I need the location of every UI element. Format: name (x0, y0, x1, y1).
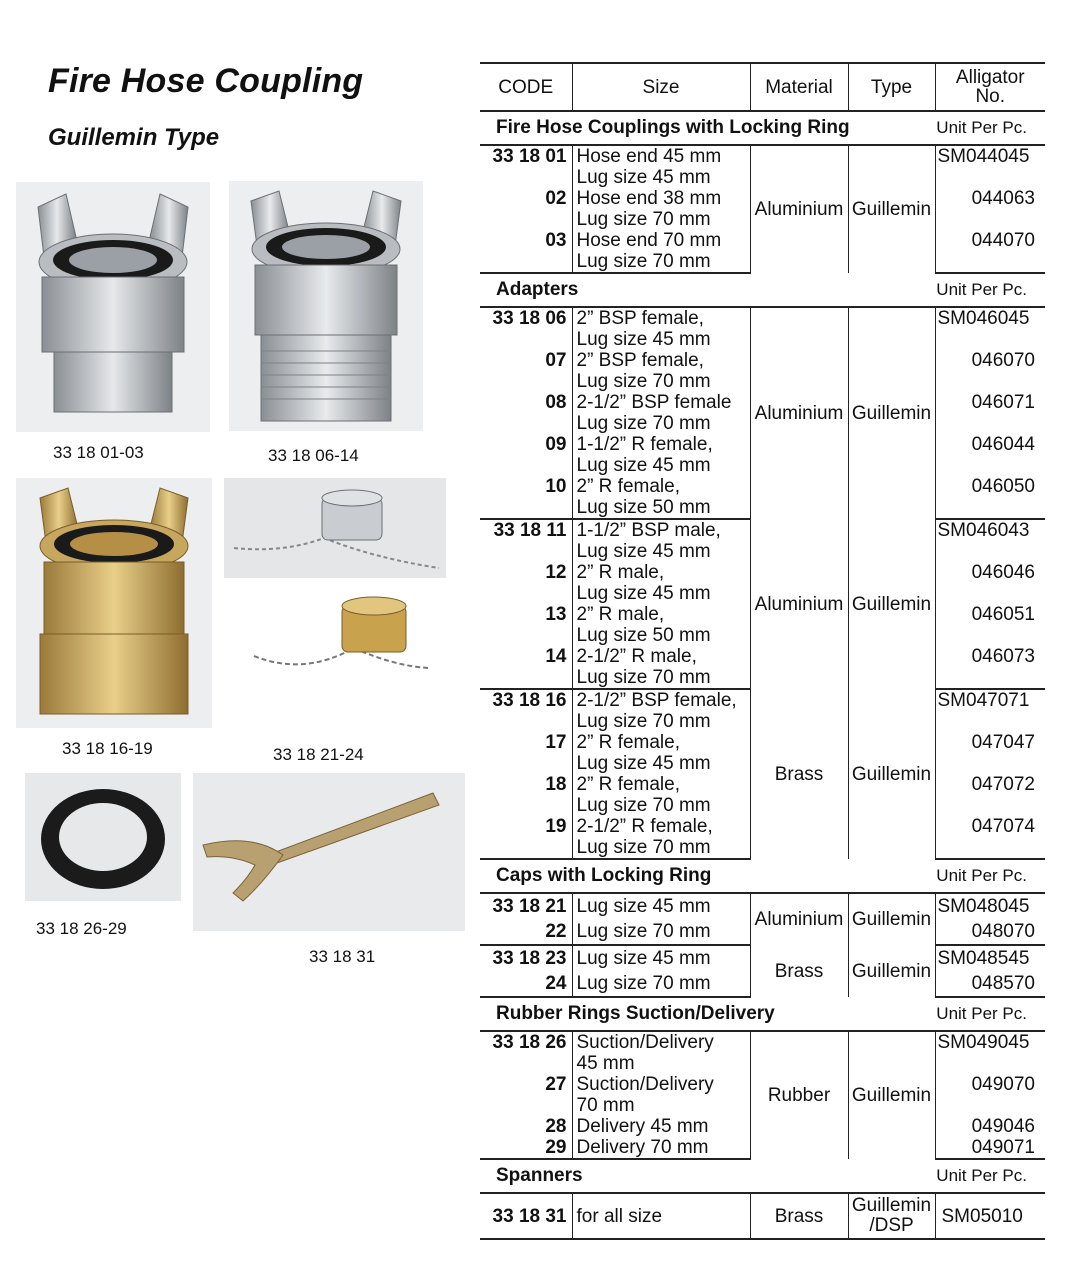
alligator-cell (935, 795, 1045, 816)
section-header (480, 1159, 1045, 1193)
table-row (480, 1193, 1045, 1239)
size-cell: Hose end 38 mm (572, 188, 750, 209)
code-cell (480, 413, 572, 434)
photo-caption: 33 18 01-03 (53, 443, 144, 462)
code-cell (480, 1053, 572, 1074)
product-group (480, 945, 1045, 997)
material-cell: Aluminium (750, 519, 848, 689)
alligator-cell (935, 1053, 1045, 1074)
code-cell (480, 753, 572, 774)
alligator-cell: 046046 (971, 562, 1035, 583)
size-cell: 45 mm (572, 1053, 750, 1074)
size-cell: for all size (572, 1193, 750, 1239)
size-cell: Lug size 70 mm (572, 251, 750, 273)
alligator-cell (935, 1095, 1045, 1116)
table-row (480, 1031, 1045, 1053)
alligator-cell: 047074 (971, 816, 1035, 837)
table-row (480, 945, 1045, 971)
product-group (480, 519, 1045, 689)
size-cell: Lug size 70 mm (572, 971, 750, 997)
product-photo-spanner (193, 773, 465, 931)
size-cell: 2-1/2” BSP female (572, 392, 750, 413)
alligator-cell (935, 413, 1045, 434)
code-cell (480, 541, 572, 562)
alligator-cell: SM044045 (937, 146, 1030, 167)
code-cell (480, 625, 572, 646)
code-cell: 33 18 21 (480, 893, 572, 919)
code-cell: 17 (480, 732, 572, 753)
size-cell: Delivery 45 mm (572, 1116, 750, 1137)
size-cell: Delivery 70 mm (572, 1137, 750, 1159)
code-cell: 14 (480, 646, 572, 667)
size-cell: Lug size 70 mm (572, 209, 750, 230)
column-header-material: Material (750, 63, 848, 111)
code-cell (480, 371, 572, 392)
size-cell: Lug size 70 mm (572, 711, 750, 732)
alligator-cell (935, 497, 1045, 519)
size-cell: 2” R female, (572, 476, 750, 497)
size-cell: 2” BSP female, (572, 350, 750, 371)
column-header-code: CODE (480, 63, 572, 111)
size-cell: Lug size 45 mm (572, 945, 750, 971)
photo-caption: 33 18 21-24 (273, 745, 364, 764)
unit-label: Unit Per Pc. (935, 997, 1045, 1031)
product-group (480, 145, 1045, 273)
size-cell: Hose end 70 mm (572, 230, 750, 251)
code-cell: 33 18 31 (480, 1193, 572, 1239)
code-cell: 02 (480, 188, 572, 209)
section-header (480, 859, 1045, 893)
code-cell (480, 329, 572, 350)
section-title: Rubber Rings Suction/Delivery (480, 997, 935, 1031)
size-cell: 2” R male, (572, 562, 750, 583)
code-cell: 33 18 23 (480, 945, 572, 971)
size-cell: Lug size 50 mm (572, 625, 750, 646)
alligator-cell: 049046 (971, 1116, 1035, 1137)
size-cell: 2-1/2” R female, (572, 816, 750, 837)
table-row (480, 893, 1045, 919)
material-cell: Rubber (750, 1031, 848, 1159)
table-row (480, 145, 1045, 167)
type-cell: Guillemin /DSP (848, 1193, 935, 1239)
alligator-cell: 046050 (971, 476, 1035, 497)
material-cell: Aluminium (750, 893, 848, 945)
code-cell: 22 (480, 919, 572, 945)
type-cell: Guillemin (848, 945, 935, 997)
size-cell: Lug size 70 mm (572, 795, 750, 816)
code-cell (480, 497, 572, 519)
unit-label: Unit Per Pc. (935, 111, 1045, 145)
column-header-type: Type (848, 63, 935, 111)
size-cell: Lug size 45 mm (572, 893, 750, 919)
code-cell: 10 (480, 476, 572, 497)
photo-caption: 33 18 06-14 (268, 446, 359, 465)
size-cell: Lug size 45 mm (572, 541, 750, 562)
code-cell: 27 (480, 1074, 572, 1095)
size-cell: Lug size 70 mm (572, 667, 750, 689)
type-cell: Guillemin (848, 893, 935, 945)
product-photo-aluminium-adapter (229, 181, 423, 431)
section-header (480, 273, 1045, 307)
alligator-cell: 046044 (971, 434, 1035, 455)
code-cell (480, 795, 572, 816)
alligator-cell (935, 753, 1045, 774)
alligator-cell (935, 209, 1045, 230)
photo-caption: 33 18 16-19 (62, 739, 153, 758)
code-cell: 24 (480, 971, 572, 997)
code-cell: 33 18 11 (480, 519, 572, 541)
alligator-cell: 049070 (971, 1074, 1035, 1095)
type-cell: Guillemin (848, 1031, 935, 1159)
alligator-cell: 048570 (935, 971, 1045, 997)
alligator-cell: 044063 (971, 188, 1035, 209)
material-cell: Brass (750, 1193, 848, 1239)
alligator-cell (935, 583, 1045, 604)
alligator-cell (935, 667, 1045, 689)
product-photo-aluminium-coupling (16, 182, 210, 432)
code-cell: 12 (480, 562, 572, 583)
code-cell (480, 667, 572, 689)
code-cell: 33 18 26 (480, 1031, 572, 1053)
alligator-cell: SM048545 (937, 948, 1030, 969)
unit-label: Unit Per Pc. (935, 273, 1045, 307)
product-group (480, 1031, 1045, 1159)
alligator-cell: 047047 (971, 732, 1035, 753)
product-group (480, 307, 1045, 519)
size-cell: Lug size 50 mm (572, 497, 750, 519)
alligator-cell (935, 329, 1045, 350)
alligator-cell: SM046045 (937, 308, 1030, 329)
size-cell: Lug size 45 mm (572, 167, 750, 188)
alligator-cell (935, 625, 1045, 646)
product-photo-caps (224, 478, 446, 700)
material-cell: Brass (750, 945, 848, 997)
code-cell: 13 (480, 604, 572, 625)
product-table (480, 62, 1045, 1240)
size-cell: 2” R female, (572, 732, 750, 753)
code-cell (480, 711, 572, 732)
material-cell: Aluminium (750, 145, 848, 273)
alligator-cell: 046051 (971, 604, 1035, 625)
alligator-cell (935, 541, 1045, 562)
code-cell (480, 583, 572, 604)
alligator-cell: 046070 (971, 350, 1035, 371)
section-title: Fire Hose Couplings with Locking Ring (480, 111, 935, 145)
size-cell: Hose end 45 mm (572, 145, 750, 167)
section-header (480, 111, 1045, 145)
size-cell: Suction/Delivery (572, 1031, 750, 1053)
alligator-cell (935, 371, 1045, 392)
code-cell (480, 455, 572, 476)
product-photo-brass-coupling (16, 478, 212, 728)
code-cell: 33 18 16 (480, 689, 572, 711)
code-cell (480, 837, 572, 859)
size-cell: Lug size 70 mm (572, 919, 750, 945)
section-header (480, 997, 1045, 1031)
code-cell (480, 209, 572, 230)
size-cell: Lug size 70 mm (572, 371, 750, 392)
size-cell: Lug size 45 mm (572, 455, 750, 476)
code-cell: 19 (480, 816, 572, 837)
size-cell: 2-1/2” R male, (572, 646, 750, 667)
photo-caption: 33 18 31 (309, 947, 376, 966)
table-row (480, 519, 1045, 541)
alligator-cell: 047072 (971, 774, 1035, 795)
alligator-cell: 049071 (935, 1137, 1045, 1159)
size-cell: 2” BSP female, (572, 307, 750, 329)
code-cell: 29 (480, 1137, 572, 1159)
column-header-alligator: Alligator No. (935, 63, 1045, 111)
code-cell: 18 (480, 774, 572, 795)
product-group (480, 893, 1045, 945)
type-cell: Guillemin (848, 145, 935, 273)
size-cell: 2-1/2” BSP female, (572, 689, 750, 711)
unit-label: Unit Per Pc. (935, 859, 1045, 893)
alligator-cell: SM05010 (935, 1193, 1045, 1239)
code-cell: 28 (480, 1116, 572, 1137)
table-header-row (480, 63, 1045, 111)
material-cell: Brass (750, 689, 848, 859)
code-cell: 07 (480, 350, 572, 371)
alligator-cell: SM046043 (937, 520, 1030, 541)
code-cell (480, 251, 572, 273)
alligator-cell (935, 837, 1045, 859)
alligator-cell: 044070 (971, 230, 1035, 251)
code-cell (480, 167, 572, 188)
code-cell: 33 18 06 (480, 307, 572, 329)
code-cell: 08 (480, 392, 572, 413)
size-cell: 1-1/2” R female, (572, 434, 750, 455)
product-photo-rubber-ring (25, 773, 181, 901)
product-group (480, 689, 1045, 859)
type-cell: Guillemin (848, 689, 935, 859)
unit-label: Unit Per Pc. (935, 1159, 1045, 1193)
photo-caption: 33 18 26-29 (36, 919, 127, 938)
size-cell: Lug size 70 mm (572, 837, 750, 859)
type-cell: Guillemin (848, 519, 935, 689)
code-cell (480, 1095, 572, 1116)
size-cell: 70 mm (572, 1095, 750, 1116)
product-group (480, 1193, 1045, 1239)
alligator-cell: 046073 (971, 646, 1035, 667)
size-cell: Lug size 45 mm (572, 753, 750, 774)
alligator-cell (935, 251, 1045, 273)
column-header-size: Size (572, 63, 750, 111)
size-cell: 2” R male, (572, 604, 750, 625)
section-title: Spanners (480, 1159, 935, 1193)
material-cell: Aluminium (750, 307, 848, 519)
alligator-cell (935, 711, 1045, 732)
code-cell: 33 18 01 (480, 145, 572, 167)
alligator-cell: SM047071 (937, 690, 1030, 711)
table-row (480, 689, 1045, 711)
alligator-cell: 046071 (971, 392, 1035, 413)
alligator-cell: 048070 (935, 919, 1045, 945)
size-cell: Lug size 45 mm (572, 583, 750, 604)
size-cell: Suction/Delivery (572, 1074, 750, 1095)
size-cell: Lug size 70 mm (572, 413, 750, 434)
alligator-cell: SM049045 (937, 1032, 1030, 1053)
size-cell: 2” R female, (572, 774, 750, 795)
size-cell: Lug size 45 mm (572, 329, 750, 350)
size-cell: 1-1/2” BSP male, (572, 519, 750, 541)
alligator-cell (935, 167, 1045, 188)
page-title: Fire Hose Coupling (48, 62, 364, 100)
type-cell: Guillemin (848, 307, 935, 519)
page-subtitle: Guillemin Type (48, 124, 220, 151)
alligator-cell: SM048045 (937, 896, 1030, 917)
section-title: Caps with Locking Ring (480, 859, 935, 893)
code-cell: 03 (480, 230, 572, 251)
section-title: Adapters (480, 273, 935, 307)
table-row (480, 307, 1045, 329)
alligator-cell (935, 455, 1045, 476)
code-cell: 09 (480, 434, 572, 455)
